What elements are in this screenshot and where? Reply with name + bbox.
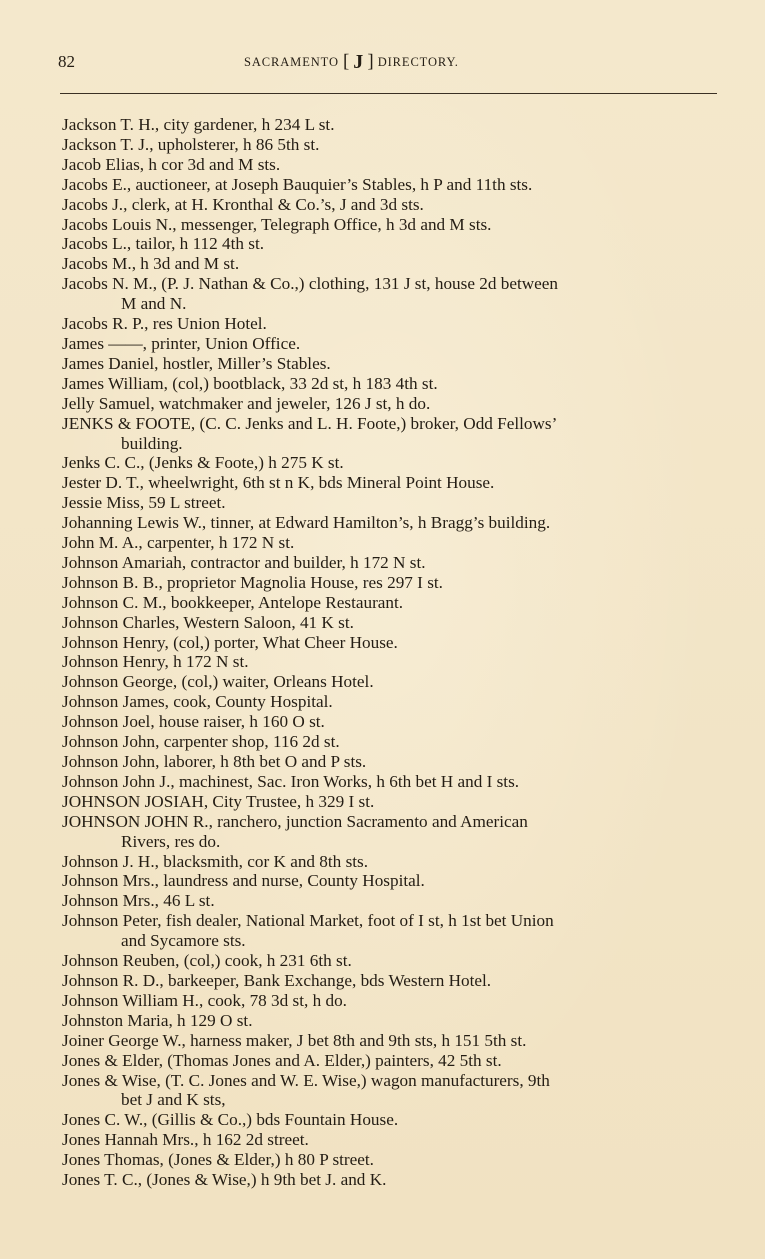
entry-text: Johnson R. D., barkeeper, Bank Exchange, bds Western Hotel.	[62, 970, 492, 990]
entry-text: Johnson Mrs., laundress and nurse, County Hospital.	[62, 871, 425, 891]
entry-text: James William, (col,) bootblack, 33 2d st, h 183 4th st.	[62, 373, 438, 393]
running-head	[244, 50, 459, 74]
entry-text: Johnson Henry, h 172 N st.	[62, 652, 249, 672]
entry-text: Johnson Joel, house raiser, h 160 O st.	[62, 712, 325, 732]
entry-text: Johnson George, (col,) waiter, Orleans Hotel.	[62, 672, 374, 692]
page-header	[58, 50, 718, 76]
directory-entry	[62, 692, 726, 712]
entry-text: Jenks C. C., (Jenks & Foote,) h 275 K st.	[62, 453, 344, 473]
running-head-title-left: SACRAMENTO	[244, 55, 339, 69]
entry-text: Jones & Wise, (T. C. Jones and W. E. Wise,) wagon manufacturers, 9th	[62, 1070, 550, 1090]
directory-entry	[62, 1031, 726, 1051]
directory-entry	[62, 852, 726, 872]
entry-text: Jacobs M., h 3d and M st.	[62, 254, 240, 274]
directory-entry	[62, 354, 726, 374]
entry-text: Jacobs J., clerk, at H. Kronthal & Co.’s, J and 3d sts.	[62, 194, 424, 214]
entry-text: John M. A., carpenter, h 172 N st.	[62, 533, 295, 553]
entry-text: Johnson Reuben, (col,) cook, h 231 6th st.	[62, 951, 352, 971]
entry-text: Johnson Charles, Western Saloon, 41 K st.	[62, 612, 354, 632]
entry-text: Jacob Elias, h cor 3d and M sts.	[62, 154, 281, 174]
entry-text: Johnson C. M., bookkeeper, Antelope Restaurant.	[62, 592, 404, 612]
entry-text: JENKS & FOOTE, (C. C. Jenks and L. H. Foote,) broker, Odd Fellows’	[62, 413, 558, 433]
entry-text: JOHNSON JOHN R., ranchero, junction Sacramento and American	[62, 811, 528, 831]
directory-entry	[62, 115, 726, 135]
entry-text: Johnson B. B., proprietor Magnolia House, res 297 I st.	[62, 572, 443, 592]
entry-text: Johnson John, laborer, h 8th bet O and P sts.	[62, 752, 367, 771]
entry-text: Jester D. T., wheelwright, 6th st n K, bds Mineral Point House.	[62, 473, 495, 493]
entry-text: Jacobs R. P., res Union Hotel.	[62, 314, 267, 334]
directory-entry	[62, 473, 726, 493]
directory-entry	[62, 414, 726, 454]
directory-entry	[62, 1150, 726, 1170]
entry-text: Johnston Maria, h 129 O st.	[62, 1010, 253, 1030]
directory-entry	[62, 911, 726, 951]
entry-text: Johnson Amariah, contractor and builder, h 172 N st.	[62, 552, 426, 572]
directory-entry	[62, 274, 726, 314]
entry-text: Johnson Peter, fish dealer, National Market, foot of I st, h 1st bet Union	[62, 911, 554, 931]
directory-entry	[62, 613, 726, 633]
entry-text: Jacobs N. M., (P. J. Nathan & Co.,) clothing, 131 J st, house 2d between	[62, 274, 559, 294]
directory-entry	[62, 155, 726, 175]
entry-continuation: bet J and K sts,	[121, 1090, 226, 1110]
directory-entry	[62, 1011, 726, 1031]
directory-entry	[62, 314, 726, 334]
bracket-open: [	[342, 51, 350, 72]
directory-entry	[62, 573, 726, 593]
entry-text: Jacobs Louis N., messenger, Telegraph Office, h 3d and M sts.	[62, 214, 492, 234]
entry-text: Jones & Elder, (Thomas Jones and A. Elder,) painters, 42 5th st.	[62, 1050, 502, 1070]
directory-entry	[62, 215, 726, 235]
entry-text: Johnson James, cook, County Hospital.	[62, 692, 333, 712]
directory-entries	[62, 115, 726, 1190]
entry-text: Johnson William H., cook, 78 3d st, h do.	[62, 990, 347, 1010]
directory-entry	[62, 593, 726, 613]
directory-entry	[62, 374, 726, 394]
directory-entry	[62, 394, 726, 414]
bracket-close: ]	[367, 51, 374, 72]
page-number: 82	[58, 52, 75, 71]
entry-continuation: and Sycamore sts.	[121, 931, 246, 951]
entry-text: Jessie Miss, 59 L street.	[62, 493, 226, 513]
section-letter: J	[353, 51, 364, 73]
entry-text: Jackson T. H., city gardener, h 234 L st.	[62, 115, 335, 134]
entry-text: James Daniel, hostler, Miller’s Stables.	[62, 353, 331, 373]
entry-text: Jelly Samuel, watchmaker and jeweler, 126 J st, h do.	[62, 393, 431, 413]
directory-entry	[62, 195, 726, 215]
directory-entry	[62, 493, 726, 513]
entry-continuation: building.	[121, 433, 183, 453]
directory-entry	[62, 752, 726, 772]
directory-entry	[62, 772, 726, 792]
entry-text: Johnson Mrs., 46 L st.	[62, 891, 215, 911]
directory-entry	[62, 135, 726, 155]
entry-text: Jones C. W., (Gillis & Co.,) bds Fountain House.	[62, 1110, 399, 1130]
directory-entry	[62, 533, 726, 553]
entry-continuation: M and N.	[121, 294, 187, 314]
directory-entry	[62, 712, 726, 732]
entry-text: Jones Hannah Mrs., h 162 2d street.	[62, 1130, 309, 1150]
entry-text: Johnson Henry, (col,) porter, What Cheer House.	[62, 632, 398, 652]
directory-entry	[62, 175, 726, 195]
directory-entry	[62, 652, 726, 672]
entry-text: James ——, printer, Union Office.	[62, 333, 301, 353]
directory-entry	[62, 732, 726, 752]
directory-entry	[62, 553, 726, 573]
directory-entry	[62, 234, 726, 254]
entry-continuation: Rivers, res do.	[121, 831, 221, 851]
directory-entry	[62, 971, 726, 991]
entry-text: JOHNSON JOSIAH, City Trustee, h 329 I st.	[62, 791, 375, 811]
directory-entry	[62, 951, 726, 971]
directory-entry	[62, 792, 726, 812]
directory-entry	[62, 1051, 726, 1071]
directory-entry	[62, 991, 726, 1011]
directory-entry	[62, 1110, 726, 1130]
directory-entry	[62, 672, 726, 692]
entry-text: Jones T. C., (Jones & Wise,) h 9th bet J. and K.	[62, 1170, 387, 1190]
directory-entry	[62, 633, 726, 653]
entry-text: Johnson John, carpenter shop, 116 2d st.	[62, 732, 340, 752]
directory-entry	[62, 334, 726, 354]
header-rule	[60, 93, 717, 94]
entry-text: Johanning Lewis W., tinner, at Edward Hamilton’s, h Bragg’s building.	[62, 513, 551, 533]
directory-entry	[62, 1130, 726, 1150]
directory-entry	[62, 812, 726, 852]
running-head-title-right: DIRECTORY.	[377, 55, 459, 69]
directory-entry	[62, 871, 726, 891]
entry-text: Jackson T. J., upholsterer, h 86 5th st.	[62, 134, 320, 154]
entry-text: Jacobs L., tailor, h 112 4th st.	[62, 234, 265, 254]
entry-text: Johnson J. H., blacksmith, cor K and 8th sts.	[62, 851, 369, 871]
entry-text: Joiner George W., harness maker, J bet 8th and 9th sts, h 151 5th st.	[62, 1030, 527, 1050]
entry-text: Jones Thomas, (Jones & Elder,) h 80 P street.	[62, 1150, 374, 1170]
directory-entry	[62, 254, 726, 274]
directory-entry	[62, 453, 726, 473]
directory-entry	[62, 1170, 726, 1190]
directory-entry	[62, 513, 726, 533]
directory-entry	[62, 891, 726, 911]
entry-text: Jacobs E., auctioneer, at Joseph Bauquier’s Stables, h P and 11th sts.	[62, 174, 533, 194]
entry-text: Johnson John J., machinest, Sac. Iron Works, h 6th bet H and I sts.	[62, 771, 520, 791]
directory-entry	[62, 1071, 726, 1111]
